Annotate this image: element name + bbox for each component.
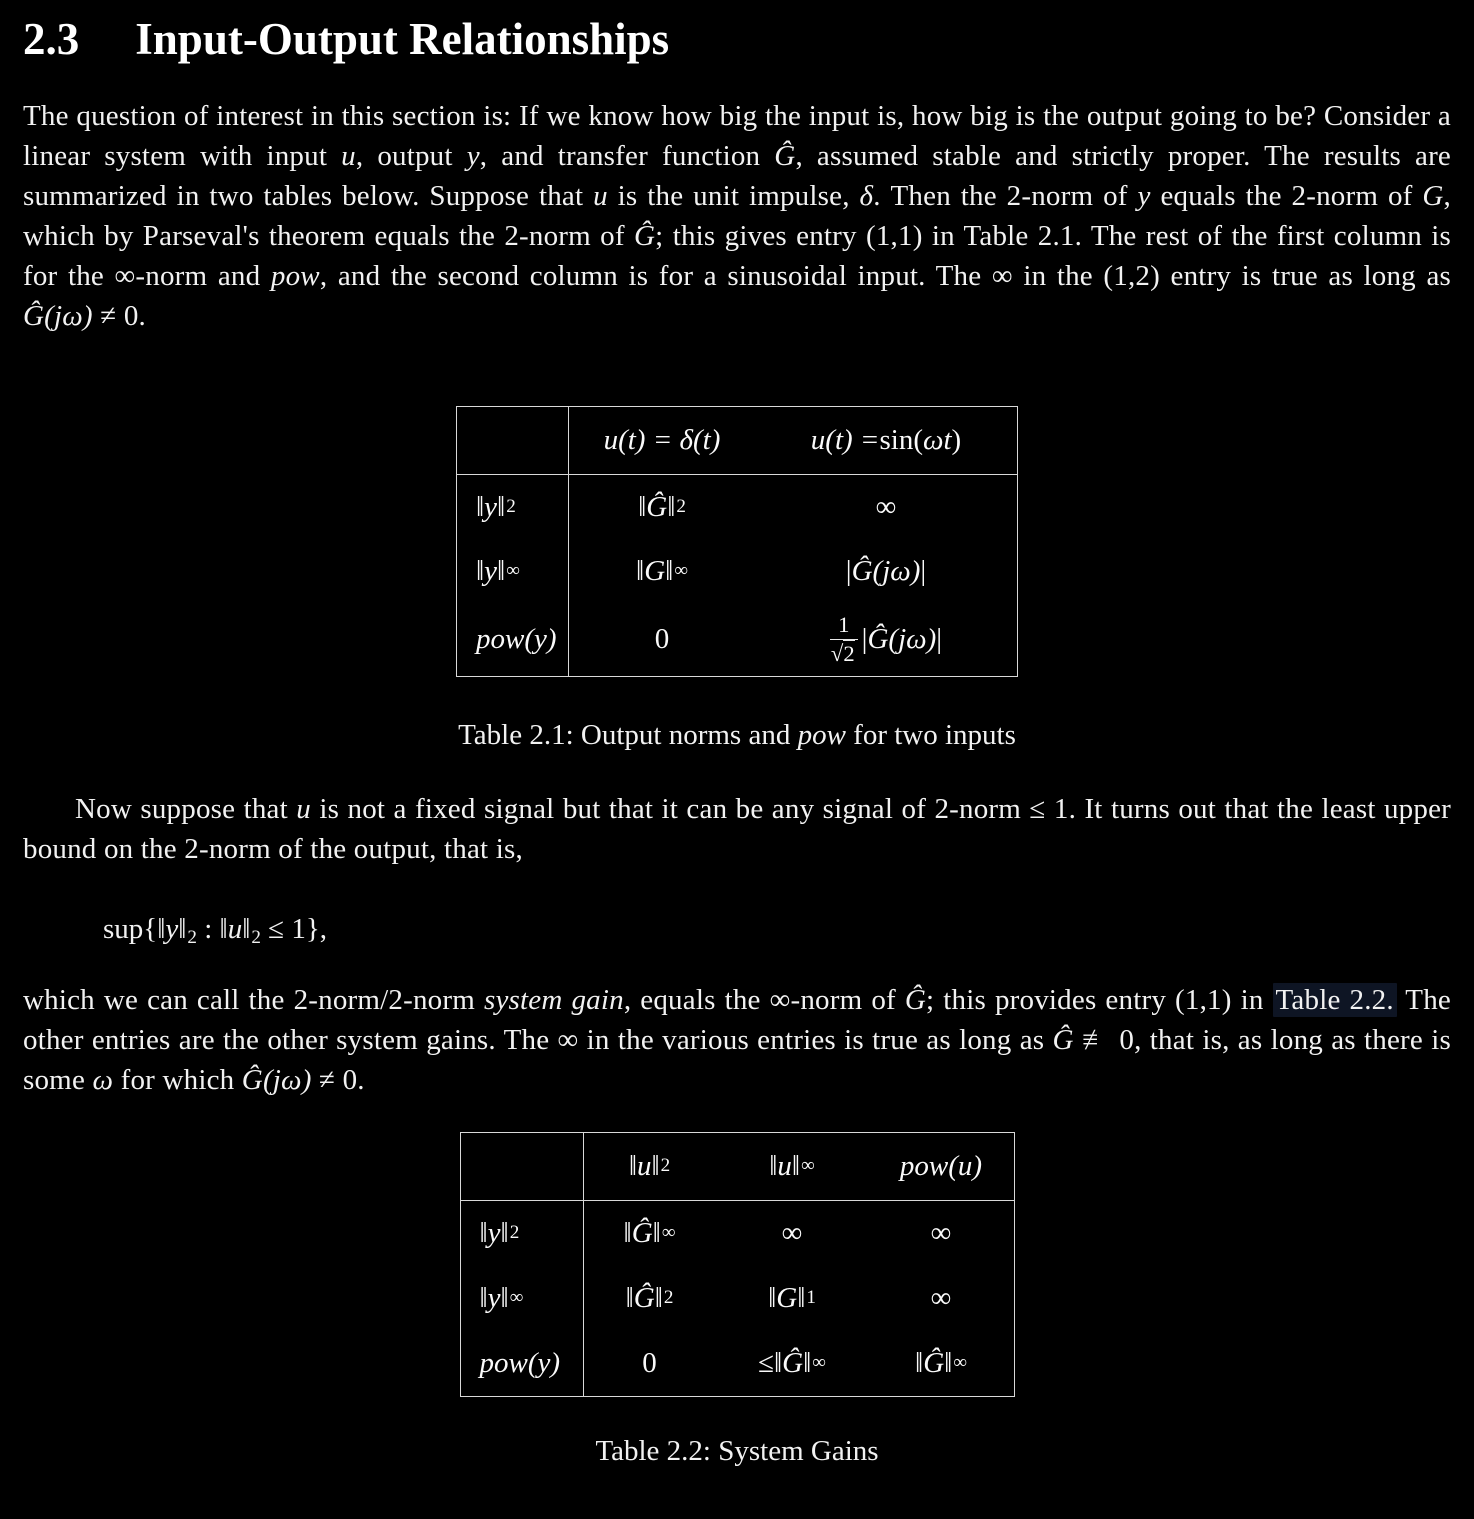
text-segment: u	[593, 180, 608, 212]
text-segment: Ĝ	[782, 1346, 804, 1379]
text-segment: equals the 2-norm of	[1150, 180, 1423, 212]
text-segment: ω	[92, 1063, 114, 1096]
text-segment: ‖	[665, 554, 674, 587]
text-segment: for two inputs	[845, 719, 1016, 751]
text-segment: ≤	[758, 1346, 774, 1379]
text-segment: ‖	[791, 1149, 801, 1182]
text-segment: ‖	[774, 1346, 783, 1379]
text-segment: pow(y)	[476, 623, 557, 655]
text-segment: ∞	[781, 1216, 803, 1249]
text-segment: Ĝ	[1052, 1023, 1074, 1056]
section-number: 2.3	[23, 14, 80, 64]
paragraph-intro	[23, 96, 1451, 336]
text-segment: ∞	[953, 1352, 967, 1374]
t2-cell-r0c3	[869, 1201, 1014, 1266]
text-segment: ‖	[178, 913, 187, 945]
text-segment: y	[484, 554, 498, 587]
text-segment: The question of interest in this section is: If we know how big the input is, how big is the output going to be? Consider a linear system with input	[23, 100, 1451, 172]
text-segment: , output	[355, 140, 467, 172]
text-segment: ‖	[667, 490, 676, 523]
t2-cell-r2c2	[716, 1331, 869, 1396]
text-segment: ‖	[797, 1281, 806, 1314]
text-segment: ‖	[476, 490, 485, 523]
text-segment: ‖	[652, 1216, 661, 1249]
text-segment: 2	[506, 496, 516, 517]
text-segment: , and the second column is for a sinusoidal input. The ∞ in the (1,2) entry is true as long as	[319, 260, 1451, 292]
text-segment: 2	[509, 1222, 520, 1244]
t1-cell-r2c2-fraction	[755, 603, 1017, 676]
t2-cell-r0c1	[584, 1201, 716, 1266]
text-segment: 1	[806, 1287, 816, 1309]
text-segment: pow	[797, 719, 846, 751]
text-segment: G	[1422, 180, 1444, 212]
text-segment: u(t) = δ(t)	[603, 424, 721, 456]
t1-corner-cell	[457, 407, 569, 475]
text-segment: 2	[660, 1155, 671, 1177]
text-segment: . Then the 2-norm of	[873, 180, 1138, 212]
text-segment: ≤ 1},	[260, 913, 327, 945]
text-segment: ‖	[803, 1346, 812, 1379]
table-2-1-caption	[23, 715, 1451, 755]
table-2-2-reference-link[interactable]: Table 2.2.	[1273, 983, 1397, 1017]
text-segment: y	[165, 913, 179, 945]
t1-cell-r1c2	[755, 539, 1017, 603]
text-segment: Table 2.1: Output norms and	[458, 719, 798, 751]
paragraph-now-suppose	[23, 789, 1451, 869]
text-segment: pow	[270, 260, 320, 292]
t2-corner-cell	[461, 1133, 584, 1201]
text-segment: ‖	[636, 554, 645, 587]
text-segment: δ	[859, 180, 874, 212]
text-segment: pow(u)	[899, 1149, 983, 1182]
text-segment: ∞	[509, 1287, 524, 1309]
text-segment: |	[936, 623, 943, 655]
text-segment: Ĝ	[923, 1346, 945, 1379]
text-segment: Ĝ	[631, 1216, 653, 1249]
text-segment: ‖	[497, 490, 506, 523]
text-segment: ∞	[506, 560, 520, 581]
text-segment: |	[920, 554, 927, 587]
table-2-1	[456, 406, 1018, 677]
section-heading	[23, 0, 1451, 66]
text-segment: 0	[654, 623, 670, 655]
text-segment: :	[196, 913, 220, 945]
text-segment: ∞	[801, 1155, 815, 1177]
text-segment: ‖	[623, 1216, 632, 1249]
text-segment: ωt	[922, 424, 952, 456]
t2-col-header-uinf	[716, 1133, 869, 1201]
radicand: 2	[843, 641, 855, 666]
section-title: Input-Output Relationships	[135, 14, 670, 64]
text-segment: ‖	[479, 1216, 488, 1249]
text-segment: , which by Parseval's theorem equals the 2-norm of	[23, 180, 1451, 252]
text-segment: ‖	[625, 1281, 634, 1314]
t1-cell-r1c1	[569, 539, 755, 603]
text-segment: ∞	[875, 490, 897, 523]
text-segment: The other entries are the other system gains. The ∞ in the various entries is true as long as	[23, 983, 1451, 1056]
text-segment: ∞	[930, 1281, 952, 1314]
text-segment: 0	[642, 1346, 657, 1379]
text-segment: ∞	[812, 1352, 826, 1374]
text-segment: |	[845, 554, 852, 587]
text-segment: G	[644, 554, 666, 587]
text-segment: u	[296, 793, 311, 825]
t2-cell-r2c3	[869, 1331, 1014, 1396]
text-segment: ‖	[651, 1149, 660, 1182]
text-segment: ∞	[661, 1222, 676, 1244]
text-segment: ‖	[769, 1149, 778, 1182]
t1-cell-r0c2	[755, 475, 1017, 539]
text-segment: )	[951, 424, 962, 456]
t1-row-label-pow	[457, 603, 569, 676]
text-segment: system gain	[483, 983, 624, 1016]
text-segment: Ĝ(jω)	[867, 623, 937, 655]
text-segment: which we can call the 2-norm/2-norm	[23, 983, 484, 1016]
fraction-denominator	[830, 639, 858, 667]
text-segment: y	[466, 140, 480, 172]
text-segment: Table 2.2: System Gains	[595, 1434, 879, 1467]
text-segment: ‖	[638, 490, 647, 523]
text-segment: u(t) =	[810, 424, 880, 456]
text-segment: ‖	[479, 1281, 488, 1314]
text-segment: ≢ 0, that is, as long as there is some	[23, 1023, 1451, 1096]
text-segment: ; this provides entry (1,1) in	[926, 983, 1273, 1016]
t2-col-header-u2	[584, 1133, 716, 1201]
t1-cell-r2c1	[569, 603, 755, 676]
text-segment: ‖	[500, 1216, 509, 1249]
text-segment: y	[487, 1216, 501, 1249]
text-segment: ‖	[157, 913, 166, 945]
text-segment: y	[1137, 180, 1151, 212]
text-segment: Ĝ(jω)	[241, 1063, 312, 1096]
t2-col-header-powu	[869, 1133, 1014, 1201]
text-segment: for which	[113, 1063, 242, 1096]
text-segment: ‖	[497, 554, 506, 587]
text-segment: ‖	[768, 1281, 777, 1314]
text-segment: u	[227, 913, 243, 945]
text-segment: Ĝ(jω)	[23, 300, 93, 332]
text-segment: ∞	[930, 1216, 952, 1249]
fraction-one-over-sqrt2	[830, 612, 858, 667]
text-segment: Now suppose that	[75, 793, 297, 825]
text-segment: ‖	[654, 1281, 663, 1314]
text-segment: Ĝ(jω)	[851, 554, 921, 587]
text-segment: Ĝ	[633, 1281, 655, 1314]
t1-col-header-impulse	[569, 407, 755, 475]
t2-cell-r1c3	[869, 1266, 1014, 1331]
t2-row-label-yinf	[461, 1266, 584, 1331]
text-segment: , and transfer function	[479, 140, 775, 172]
table-2-2	[460, 1132, 1015, 1397]
text-segment: Ĝ	[634, 220, 656, 252]
text-segment: sin(	[879, 424, 923, 456]
text-segment: 2	[663, 1287, 674, 1309]
text-segment: pow(y)	[479, 1346, 561, 1379]
text-segment: |	[861, 623, 868, 655]
text-segment: u	[341, 140, 356, 172]
text-segment: Ĝ	[774, 140, 796, 172]
t2-cell-r2c1	[584, 1331, 716, 1396]
t1-row-label-yinf	[457, 539, 569, 603]
t2-cell-r0c2	[716, 1201, 869, 1266]
text-segment: 2	[251, 926, 261, 948]
paragraph-system-gain	[23, 980, 1451, 1100]
text-segment: 2	[187, 926, 197, 948]
text-segment: ‖	[242, 913, 251, 945]
text-segment: , equals the ∞-norm of	[623, 983, 905, 1016]
t2-cell-r1c2	[716, 1266, 869, 1331]
text-segment: ‖	[628, 1149, 637, 1182]
t2-cell-r1c1	[584, 1266, 716, 1331]
text-segment: ∞	[674, 560, 688, 581]
text-segment: ‖	[915, 1346, 924, 1379]
text-segment: Ĝ	[904, 983, 927, 1016]
text-segment: u	[777, 1149, 792, 1182]
t1-cell-r0c1	[569, 475, 755, 539]
text-segment: is the unit impulse,	[607, 180, 860, 212]
text-segment: ≠ 0.	[92, 300, 146, 332]
text-segment: G	[776, 1281, 798, 1314]
table-2-2-caption	[23, 1431, 1451, 1471]
text-segment: y	[487, 1281, 501, 1314]
text-segment: ‖	[476, 554, 485, 587]
text-segment: ≠ 0.	[311, 1063, 365, 1096]
text-segment: Ĝ	[646, 490, 668, 523]
text-segment: 2	[676, 496, 686, 517]
text-segment: is not a fixed signal but that it can be any signal of 2-norm ≤ 1. It turns out that the least upper bound on the 2-norm of the output, that is,	[23, 793, 1452, 865]
text-segment: y	[484, 490, 498, 523]
text-segment: sup{	[103, 913, 158, 945]
radical-sign: √	[830, 641, 844, 666]
text-segment: u	[636, 1149, 652, 1182]
text-segment: ‖	[219, 913, 228, 945]
text-segment: ‖	[944, 1346, 953, 1379]
t1-col-header-sinusoid	[755, 407, 1017, 475]
fraction-postfix	[862, 623, 942, 656]
text-segment: ; this gives entry (1,1) in Table 2.1. The rest of the first column is for the ∞-norm and	[23, 220, 1451, 292]
t2-row-label-pow	[461, 1331, 584, 1396]
display-equation-sup	[103, 909, 1451, 958]
text-segment: ‖	[500, 1281, 509, 1314]
text-segment: , assumed stable and strictly proper. The results are summarized in two tables below. Suppose that	[23, 140, 1451, 212]
fraction-numerator: 1	[838, 611, 850, 637]
t2-row-label-y2	[461, 1201, 584, 1266]
t1-row-label-y2	[457, 475, 569, 539]
